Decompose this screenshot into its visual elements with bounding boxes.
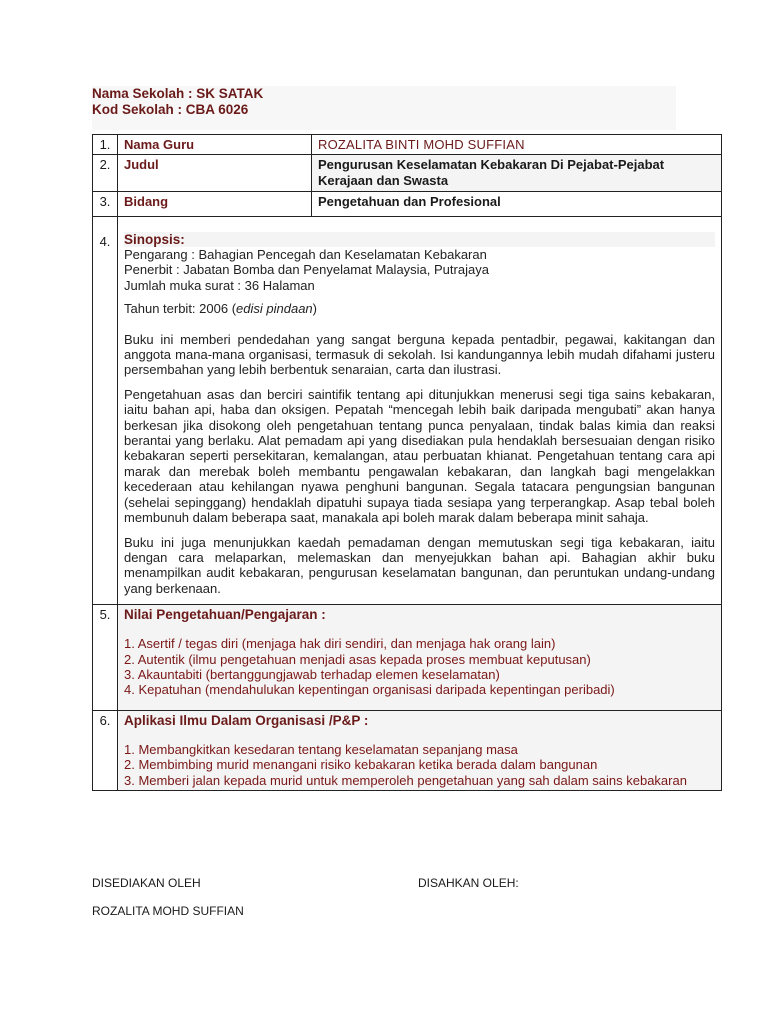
approved-by-label: DISAHKAN OLEH: bbox=[418, 876, 519, 890]
values-item: 3. Akauntabiti (bertanggungjawab terhadap elemen keselamatan) bbox=[124, 666, 500, 682]
row-number: 1. bbox=[93, 135, 118, 155]
row-synopsis bbox=[93, 217, 722, 605]
synopsis-author: Pengarang : Bahagian Pencegah dan Keselamatan Kebakaran bbox=[124, 247, 487, 262]
synopsis-paragraph-2: Pengetahuan asas dan berciri saintifik tentang api ditunjukkan menerusi segi tiga sains kebakaran, iaitu bahan api, haba dan oksigen. Pepatah “mencegah lebih baik daripada mengubati” akan hanya berkesan jika disokong oleh pengetahuan tentang punca penyalaan, tindak balas kimia dan reaksi berantai yang berlaku. Alat pemadam api yang disediakan pula hendaklah bersesuaian dengan risiko kebakaran seperti persekitaran, kemalangan, atau perbuatan khianat. Pengetahuan tentang cara api marak dan merebak boleh membantu pengawalan kebakaran, dan langkah bagi mengelakkan kecederaan atau kehilangan nyawa penghuni bangunan. Segala tatacara pengungsian bangunan (sehelai sepinggang) hendaklah dipatuhi supaya tiada sesiapa yang terperangkap. Asap tebal boleh membunuh dalam beberapa saat, manakala api boleh marak dalam beberapa minit sahaja. bbox=[124, 386, 715, 526]
field-value: Pengetahuan dan Profesional bbox=[312, 192, 722, 217]
application-title: Aplikasi Ilmu Dalam Organisasi /P&P : bbox=[124, 712, 369, 728]
values-title: Nilai Pengetahuan/Pengajaran : bbox=[124, 607, 326, 623]
school-code: Kod Sekolah : CBA 6026 bbox=[92, 102, 249, 117]
title-label: Judul bbox=[118, 155, 312, 192]
synopsis-paragraph-3: Buku ini juga menunjukkan kaedah pemadaman dengan memutuskan segi tiga kebakaran, iaitu dengan cara melaparkan, melemaskan dan menyejukkan bahan api. Bahagian akhir buku menampilkan audit kebakaran, pengurusan keselamatan bangunan, dan peruntukan undang-undang yang berkenaan. bbox=[124, 534, 715, 596]
year-prefix: Tahun terbit: 2006 ( bbox=[124, 301, 237, 317]
row-number: 2. bbox=[93, 155, 118, 192]
row-number: 3. bbox=[93, 192, 118, 217]
values-cell bbox=[118, 605, 722, 711]
row-teacher-name bbox=[93, 135, 722, 155]
synopsis-title: Sinopsis: bbox=[124, 232, 715, 247]
synopsis-publisher: Penerbit : Jabatan Bomba dan Penyelamat Malaysia, Putrajaya bbox=[124, 262, 489, 278]
synopsis-pages: Jumlah muka surat : 36 Halaman bbox=[124, 277, 315, 293]
synopsis-year bbox=[124, 301, 715, 316]
year-edition: edisi pindaan bbox=[236, 301, 313, 317]
synopsis-paragraph-1: Buku ini memberi pendedahan yang sangat berguna kepada pentadbir, pegawai, kakitangan dan anggota mana-mana organisasi, termasuk di sekolah. Isi kandungannya lebih mudah difahami justeru persembahan yang lebih berbentuk senaraian, carta dan ilustrasi. bbox=[124, 331, 715, 378]
values-item: 1. Asertif / tegas diri (menjaga hak diri sendiri, dan menjaga hak orang lain) bbox=[124, 636, 556, 652]
title-value: Pengurusan Keselamatan Kebakaran Di Pejabat-Pejabat Kerajaan dan Swasta bbox=[312, 155, 722, 192]
values-item: 4. Kepatuhan (mendahulukan kepentingan organisasi daripada kepentingan peribadi) bbox=[124, 682, 615, 698]
prepared-by-name: ROZALITA MOHD SUFFIAN bbox=[92, 904, 244, 918]
prepared-by-label: DISEDIAKAN OLEH bbox=[92, 876, 201, 890]
application-item: 2. Membimbing murid menangani risiko kebakaran ketika berada dalam bangunan bbox=[124, 757, 598, 773]
synopsis-cell bbox=[118, 217, 722, 605]
teacher-name-value: ROZALITA BINTI MOHD SUFFIAN bbox=[312, 135, 722, 155]
row-application bbox=[93, 710, 722, 790]
teacher-name-label: Nama Guru bbox=[118, 135, 312, 155]
application-cell bbox=[118, 710, 722, 790]
row-field bbox=[93, 192, 722, 217]
school-header bbox=[92, 86, 676, 130]
year-suffix: ) bbox=[312, 301, 317, 317]
school-name: Nama Sekolah : SK SATAK bbox=[92, 86, 264, 101]
values-item: 2. Autentik (ilmu pengetahuan menjadi asas kepada proses membuat keputusan) bbox=[124, 651, 591, 667]
field-label: Bidang bbox=[118, 192, 312, 217]
row-number: 4. bbox=[93, 217, 118, 605]
row-number: 5. bbox=[93, 605, 118, 711]
row-title bbox=[93, 155, 722, 192]
application-item: 1. Membangkitkan kesedaran tentang keselamatan sepanjang masa bbox=[124, 741, 518, 757]
review-form-table bbox=[92, 134, 722, 791]
row-number: 6. bbox=[93, 710, 118, 790]
application-item: 3. Memberi jalan kepada murid untuk memperoleh pengetahuan yang sah dalam sains kebakaran bbox=[124, 772, 687, 788]
row-values bbox=[93, 605, 722, 711]
